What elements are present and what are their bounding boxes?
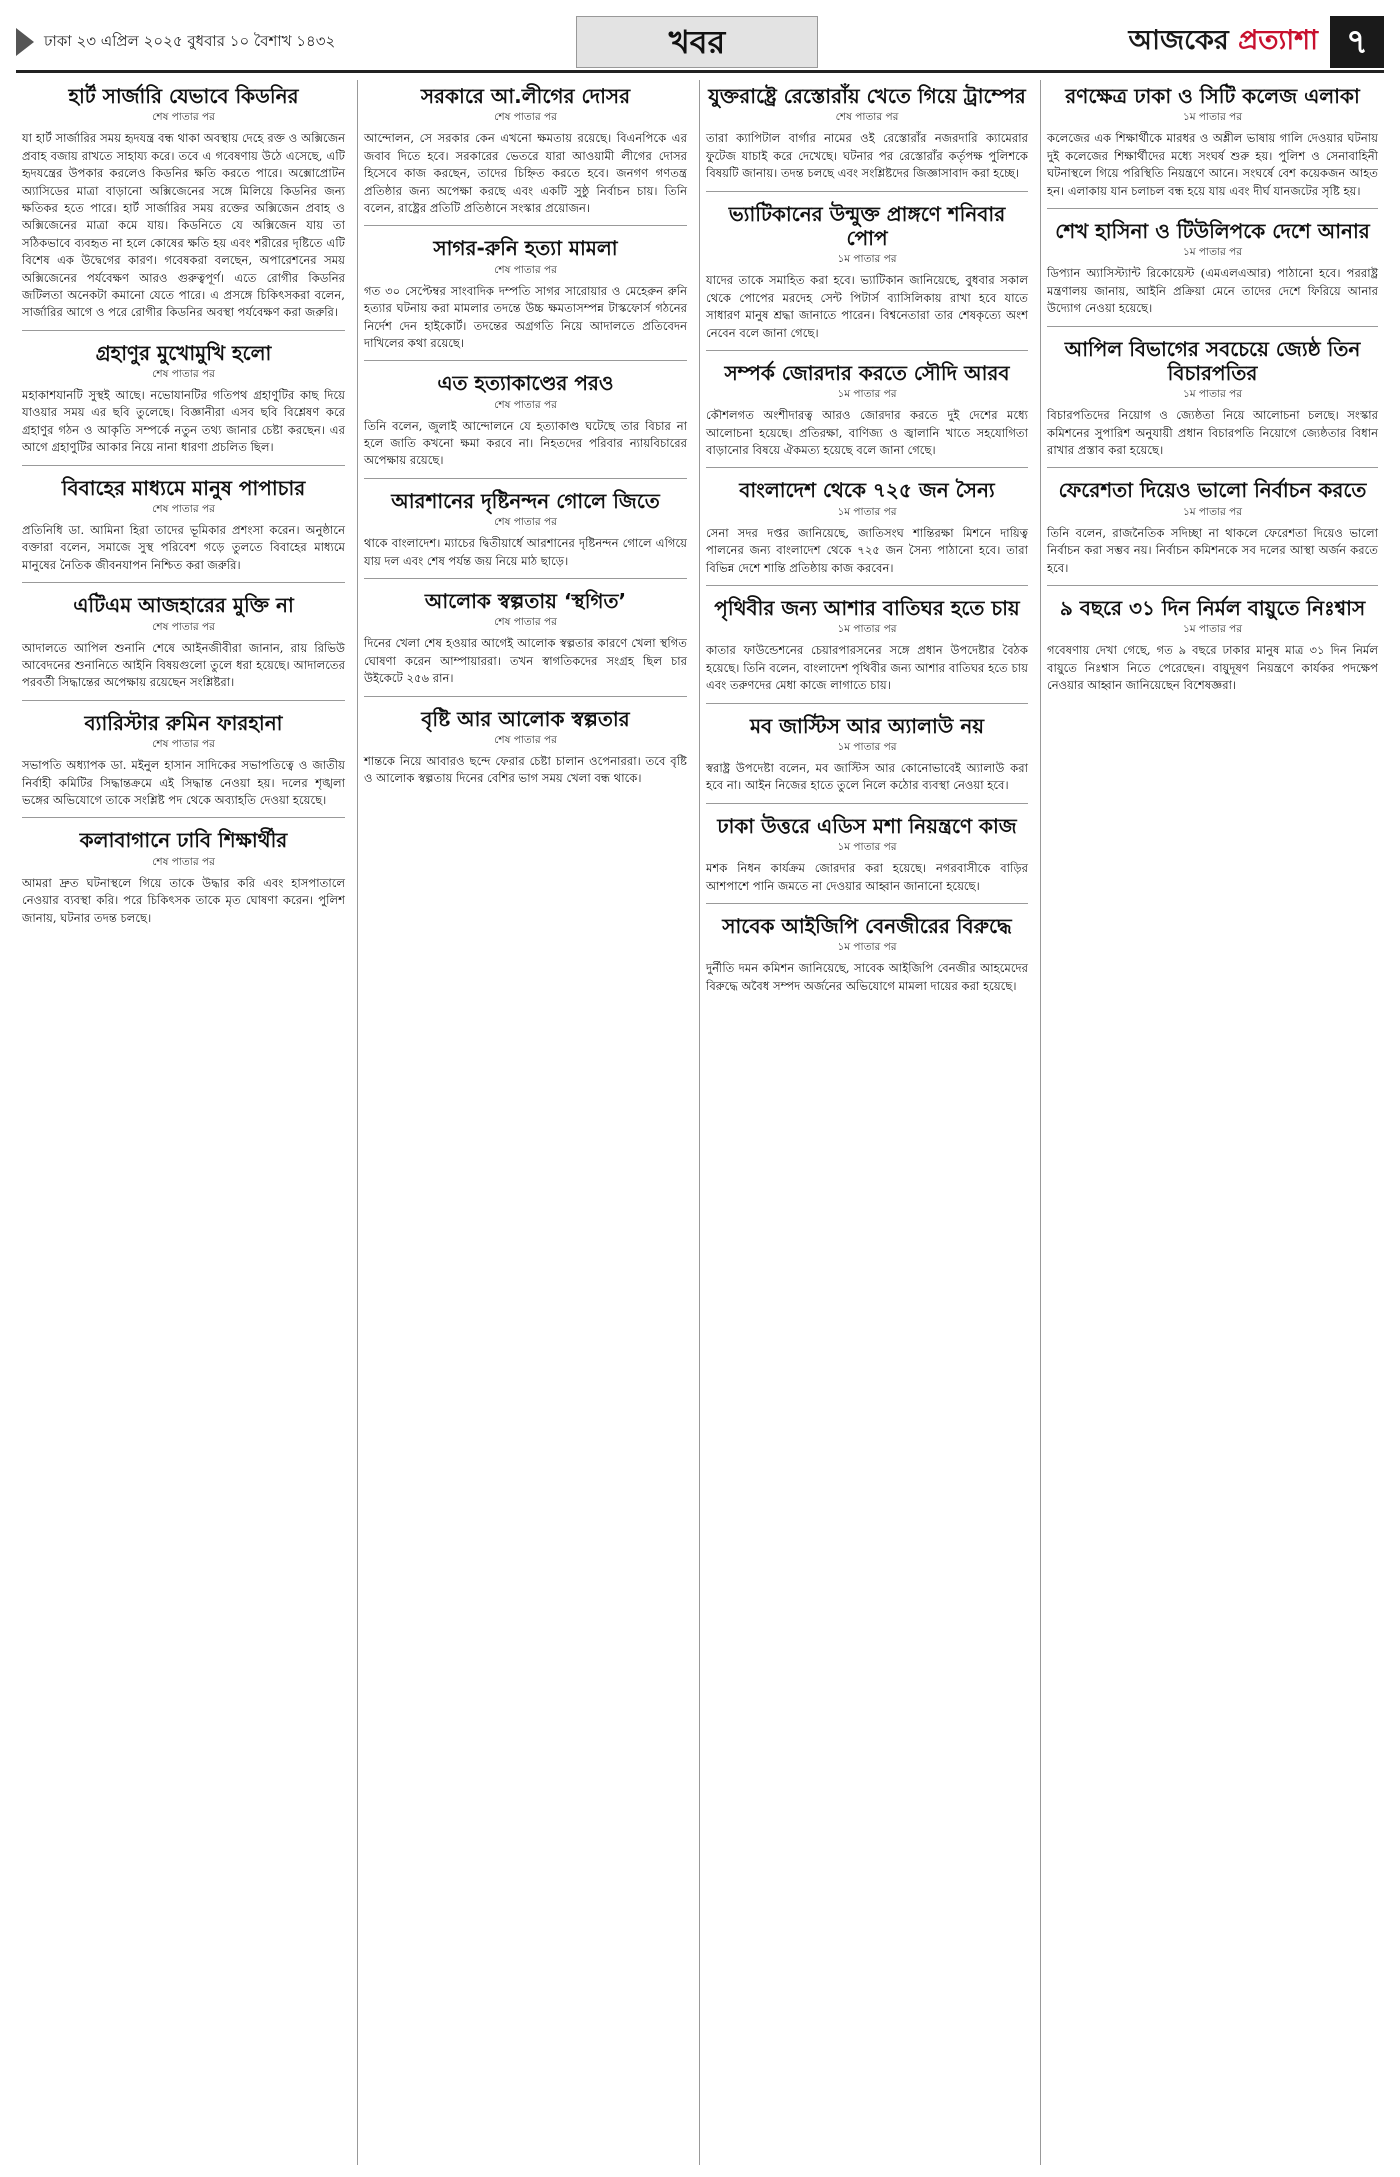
- article-headline: আরশানের দৃষ্টিনন্দন গোলে জিতে: [391, 488, 660, 513]
- article: [22, 582, 345, 692]
- article-body: দুর্নীতি দমন কমিশন জানিয়েছে, সাবেক আইজিপি বেনজীর আহমেদের বিরুদ্ধে অবৈধ সম্পদ অর্জনের অভিযোগে মামলা দায়ের করা হয়েছে।: [706, 961, 1028, 993]
- article-body: স্বরাষ্ট্র উপদেষ্টা বলেন, মব জাস্টিস আর কোনোভাবেই অ্যালাউ করা হবে না। আইন নিজের হাতে তুলে নিলে কঠোর ব্যবস্থা নেওয়া হবে।: [706, 760, 1028, 793]
- article-body: তারা ক্যাপিটাল বার্গার নামের ওই রেস্তোরাঁর নজরদারি ক্যামেরার ফুটেজ যাচাই করে দেখেছে। ঘটনার পর রেস্তোরাঁর কর্তৃপক্ষ পুলিশকে বিষয়টি জানায়। তদন্ত চলছে এবং সংশ্লিষ্টদের জিজ্ঞাসাবাদ করা হচ্ছে।: [706, 131, 1028, 181]
- article: [706, 703, 1028, 795]
- article-kicker: শেষ পাতার পর: [494, 616, 557, 629]
- article-kicker: ১ম পাতার পর: [837, 941, 897, 954]
- article-kicker: শেষ পাতার পর: [835, 111, 899, 124]
- article: [1047, 84, 1378, 200]
- article-headline: গ্রহাণুর মুখোমুখি হলো: [95, 340, 272, 365]
- article-kicker: শেষ পাতার পর: [494, 263, 557, 276]
- article-headline: আপিল বিভাগের সবচেয়ে জ্যেষ্ঠ তিন বিচারপতির: [1064, 336, 1361, 385]
- article-kicker: শেষ পাতার পর: [152, 738, 215, 751]
- article: [364, 478, 687, 570]
- article-body: তিনি বলেন, জুলাই আন্দোলনে যে হত্যাকাণ্ড ঘটেছে তার বিচার না হলে জাতি কখনো ক্ষমা করবে না। নিহতদের পরিবার ন্যায়বিচারের অপেক্ষায় রয়েছে।: [364, 418, 687, 468]
- masthead: [16, 14, 1384, 73]
- article-body: আন্দোলন, সে সরকার কেন এখনো ক্ষমতায় রয়েছে। বিএনপিকে এর জবাব দিতে হবে। সরকারের ভেতরে যারা আওয়ামী লীগের দোসর হিসেবে কাজ করছেন, তাদের চিহ্নিত করতে হবে। জনগণ গণতন্ত্র প্রতিষ্ঠার জন্য অপেক্ষা করছে এবং একটি সুষ্ঠু নির্বাচন চায়। তিনি বলেন, রাষ্ট্রের প্রতিটি প্রতিষ্ঠানে সংস্কার প্রয়োজন।: [364, 131, 687, 215]
- article-kicker: ১ম পাতার পর: [837, 253, 897, 266]
- article-headline: বিবাহের মাধ্যমে মানুষ পাপাচার: [61, 475, 306, 500]
- column-2: [357, 80, 693, 2165]
- article-headline: ব্যারিস্টার রুমিন ফারহানা: [84, 710, 283, 735]
- article-headline: ৯ বছরে ৩১ দিন নির্মল বায়ুতে নিঃশ্বাস: [1059, 596, 1366, 621]
- article-body: দিনের খেলা শেষ হওয়ার আগেই আলোক স্বল্পতার কারণে খেলা স্থগিত ঘোষণা করেন আম্পায়াররা। তখন স্বাগতিকদের সংগ্রহ ছিল চার উইকেটে ২৫৬ রান।: [364, 636, 687, 686]
- article-body: সভাপতি অধ্যাপক ডা. মইনুল হাসান সাদিকের সভাপতিত্বে ও জাতীয় নির্বাহী কমিটির সিদ্ধান্তক্রমে এই সিদ্ধান্ত নেওয়া হয়। দলের শৃঙ্খলা ভঙ্গের অভিযোগে তাকে সংশ্লিষ্ট পদ থেকে অব্যাহতি দেওয়া হয়েছে।: [22, 758, 345, 807]
- article-body: থাকে বাংলাদেশ। ম্যাচের দ্বিতীয়ার্ধে আরশানের দৃষ্টিনন্দন গোলে এগিয়ে যায় দল এবং শেষ পর্যন্ত জয় নিয়ে মাঠ ছাড়ে।: [364, 536, 687, 568]
- article-headline: যুক্তরাষ্ট্রে রেস্তোরাঁয় খেতে গিয়ে ট্রাম্পের: [708, 84, 1026, 108]
- article-headline: সাবেক আইজিপি বেনজীরের বিরুদ্ধে: [722, 913, 1012, 938]
- article-headline: সম্পর্ক জোরদার করতে সৌদি আরব: [724, 360, 1010, 385]
- article: [706, 350, 1028, 460]
- article: [22, 465, 345, 575]
- article: [364, 84, 687, 217]
- article: [22, 84, 345, 322]
- article-headline: শেখ হাসিনা ও টিউলিপকে দেশে আনার: [1055, 218, 1370, 243]
- article-kicker: শেষ পাতার পর: [494, 111, 557, 124]
- article-kicker: ১ম পাতার পর: [1182, 623, 1243, 636]
- article-body: প্রতিনিধি ডা. আমিনা হিরা তাদের ভূমিকার প্রশংসা করেন। অনুষ্ঠানে বক্তারা বলেন, সমাজে সুস্থ পরিবেশ গড়ে তুলতে বিবাহের মাধ্যমে মানুষের নৈতিক জীবনযাপন নিশ্চিত করা জরুরি।: [22, 523, 345, 572]
- article-kicker: শেষ পাতার পর: [494, 733, 557, 746]
- article-kicker: শেষ পাতার পর: [152, 111, 215, 124]
- article: [706, 585, 1028, 695]
- article-headline: রণক্ষেত্র ঢাকা ও সিটি কলেজ এলাকা: [1065, 84, 1360, 108]
- article-headline: ভ্যাটিকানের উন্মুক্ত প্রাঙ্গণে শনিবার পোপ: [728, 201, 1006, 250]
- article: [364, 578, 687, 688]
- article-headline: হার্ট সার্জারি যেভাবে কিডনির: [68, 84, 299, 108]
- article-body: মশক নিধন কার্যক্রম জোরদার করা হয়েছে। নগরবাসীকে বাড়ির আশপাশে পানি জমতে না দেওয়ার আহ্বান জানানো হয়েছে।: [706, 861, 1028, 893]
- article-kicker: ১ম পাতার পর: [837, 740, 897, 753]
- article: [364, 360, 687, 470]
- article-kicker: শেষ পাতার পর: [152, 620, 215, 633]
- article-headline: বৃষ্টি আর আলোক স্বল্পতার: [421, 706, 630, 731]
- article: [364, 696, 687, 788]
- article-body: কলেজের এক শিক্ষার্থীকে মারধর ও অশ্লীল ভাষায় গালি দেওয়ার ঘটনায় দুই কলেজের শিক্ষার্থীদের মধ্যে সংঘর্ষ শুরু হয়। পুলিশ ও সেনাবাহিনী ঘটনাস্থলে গিয়ে পরিস্থিতি নিয়ন্ত্রণে আনে। সংঘর্ষে বেশ কয়েকজন আহত হন। এলাকায় যান চলাচল বন্ধ হয়ে যায় এবং দীর্ঘ যানজটের সৃষ্টি হয়।: [1047, 131, 1378, 198]
- article-headline: এটিএম আজহারের মুক্তি না: [73, 593, 294, 618]
- article-headline: সরকারে আ.লীগের দোসর: [420, 84, 631, 108]
- article-body: শান্তকে নিয়ে আবারও ছন্দে ফেরার চেষ্টা চালান ওপেনাররা। তবে বৃষ্টি ও আলোক স্বল্পতায় দিনের বেশির ভাগ সময় খেলা বন্ধ থাকে।: [364, 753, 687, 786]
- article: [706, 903, 1028, 995]
- article-body: সেনা সদর দপ্তর জানিয়েছে, জাতিসংঘ শান্তিরক্ষা মিশনে দায়িত্ব পালনের জন্য বাংলাদেশ থেকে ৭২৫ জন সৈন্য পাঠানো হবে। তারা বিভিন্ন দেশে শান্তি প্রতিষ্ঠায় কাজ করবেন।: [706, 525, 1028, 575]
- article: [1047, 467, 1378, 577]
- article-kicker: ১ম পাতার পর: [1182, 111, 1243, 124]
- article: [1047, 208, 1378, 318]
- article-body: বিচারপতিদের নিয়োগ ও জ্যেষ্ঠতা নিয়ে আলোচনা চলছে। সংস্কার কমিশনের সুপারিশ অনুযায়ী প্রধান বিচারপতি নিয়োগে জ্যেষ্ঠতার বিধান রাখার প্রস্তাব করা হয়েছে।: [1047, 408, 1378, 458]
- article-body: আমরা দ্রুত ঘটনাস্থলে গিয়ে তাকে উদ্ধার করি এবং হাসপাতালে নেওয়ার ব্যবস্থা করি। পরে চিকিৎসক তাকে মৃত ঘোষণা করেন। পুলিশ জানায়, ঘটনার তদন্ত চলছে।: [22, 875, 345, 925]
- article-headline: আলোক স্বল্পতায় ‘স্থগিত’: [424, 589, 627, 614]
- article-kicker: ১ম পাতার পর: [1182, 246, 1243, 259]
- article-kicker: শেষ পাতার পর: [494, 398, 557, 411]
- newspaper-logo: আজকের প্রত্যাশা: [1128, 24, 1318, 56]
- article: [22, 330, 345, 457]
- date-line: ঢাকা ২৩ এপ্রিল ২০২৫ বুধবার ১০ বৈশাখ ১৪৩২: [44, 31, 336, 50]
- article-body: ডিপ্যান অ্যাসিস্ট্যান্ট রিকোয়েস্ট (এমএলএআর) পাঠানো হবে। পররাষ্ট্র মন্ত্রণালয় জানায়, আইনি প্রক্রিয়া মেনে তাদের দেশে ফিরিয়ে আনার উদ্যোগ নেওয়া হয়েছে।: [1047, 266, 1378, 316]
- column-1: [16, 80, 351, 2165]
- article-headline: মব জাস্টিস আর অ্যালাউ নয়: [749, 713, 985, 738]
- article: [22, 700, 345, 810]
- article-body: মহাকাশযানটি সুস্থই আছে। নভোযানটির গতিপথ গ্রহাণুটির কাছ দিয়ে যাওয়ার সময় এর ছবি তুলেছে। বিজ্ঞানীরা এসব ছবি বিশ্লেষণ করে গ্রহাণুর গঠন ও আকৃতি সম্পর্কে নতুন তথ্য জানার চেষ্টা করছেন। এর আগে গ্রহাণুটির আকার নিয়ে নানা ধারণা প্রচলিত ছিল।: [22, 388, 345, 455]
- article-kicker: ১ম পাতার পর: [837, 505, 897, 518]
- article-body: কৌশলগত অংশীদারত্ব আরও জোরদার করতে দুই দেশের মধ্যে আলোচনা হয়েছে। প্রতিরক্ষা, বাণিজ্য ও জ্বালানি খাতে সহযোগিতা বাড়ানোর বিষয়ে ঐকমত্য হয়েছে বলে জানা গেছে।: [706, 408, 1028, 458]
- article: [1047, 326, 1378, 460]
- article-kicker: ১ম পাতার পর: [1182, 505, 1243, 518]
- article-headline: বাংলাদেশ থেকে ৭২৫ জন সৈন্য: [739, 478, 995, 503]
- article-headline: ঢাকা উত্তরে এডিস মশা নিয়ন্ত্রণে কাজ: [717, 813, 1017, 838]
- article: [706, 467, 1028, 577]
- article-headline: পৃথিবীর জন্য আশার বাতিঘর হতে চায়: [714, 596, 1020, 621]
- article-kicker: ১ম পাতার পর: [1182, 388, 1243, 401]
- article-kicker: ১ম পাতার পর: [837, 841, 897, 854]
- article-headline: ফেরেশতা দিয়েও ভালো নির্বাচন করতে: [1058, 478, 1367, 503]
- article-body: গবেষণায় দেখা গেছে, গত ৯ বছরে ঢাকার মানুষ মাত্র ৩১ দিন নির্মল বায়ুতে নিঃশ্বাস নিতে পেরেছেন। বায়ুদূষণ নিয়ন্ত্রণে কার্যকর পদক্ষেপ নেওয়ার আহ্বান জানিয়েছেন বিশেষজ্ঞরা।: [1047, 643, 1378, 693]
- section-title: খবর: [576, 16, 818, 68]
- article-kicker: ১ম পাতার পর: [837, 623, 897, 636]
- article-headline: সাগর-রুনি হত্যা মামলা: [433, 236, 618, 261]
- article: [706, 191, 1028, 342]
- article-headline: এত হত্যাকাণ্ডের পরও: [437, 371, 614, 396]
- article-body: তিনি বলেন, রাজনৈতিক সদিচ্ছা না থাকলে ফেরেশতা দিয়েও ভালো নির্বাচন করা সম্ভব নয়। নির্বাচন কমিশনকে সব দলের আস্থা অর্জন করতে হবে।: [1047, 525, 1378, 575]
- article-kicker: শেষ পাতার পর: [152, 855, 215, 868]
- article: [22, 817, 345, 927]
- article-kicker: শেষ পাতার পর: [152, 368, 215, 381]
- article-kicker: শেষ পাতার পর: [152, 503, 215, 516]
- article-kicker: শেষ পাতার পর: [494, 516, 557, 529]
- article-kicker: ১ম পাতার পর: [837, 388, 897, 401]
- article-headline: কলাবাগানে ঢাবি শিক্ষার্থীর: [79, 828, 288, 853]
- article: [706, 84, 1028, 183]
- column-4: [1040, 80, 1384, 2165]
- article-body: যা হার্ট সার্জারির সময় হৃদযন্ত্র বন্ধ থাকা অবস্থায় দেহে রক্ত ও অক্সিজেন প্রবাহ বজায় রাখতে সাহায্য করে। তবে এ গবেষণায় উঠে এসেছে, এটি হৃদযন্ত্রের উপকার করলেও কিডনির ক্ষতি করতে পারে। অক্সোপ্রোটন অ্যাসিডের মাত্রা বাড়ানো অক্সিজেনের সঙ্গে মিলিয়ে কিডনির জন্য ক্ষতিকর হতে পারে। হার্ট সার্জারির সময় রক্তের অক্সিজেন প্রবাহ ও অক্সিজেনের মাত্রা কমে যায়। কিডনিতে যে অক্সিজেন যায় তা সঠিকভাবে ব্যবহৃত না হলে কোষের ক্ষতি হয় এবং শরীরের দৃষ্টিতে এটি বিশেষ এক উদ্বেগের কারণ। গবেষকরা বলছেন, অপারেশনের সময় অক্সিজেনের পর্যবেক্ষণ আরও গুরুত্বপূর্ণ। এতে রোগীর কিডনির জটিলতা অনেকটা কমানো যেতে পারে। এ প্রসঙ্গে চিকিৎসকরা বলেন, সার্জারির আগে ও পরে রোগীর কিডনির অবস্থা পর্যবেক্ষণ করা জরুরি।: [22, 131, 345, 320]
- article-body: গত ৩০ সেপ্টেম্বর সাংবাদিক দম্পতি সাগর সারোয়ার ও মেহেরুন রুনি হত্যার ঘটনায় করা মামলার তদন্তে উচ্চ ক্ষমতাসম্পন্ন টাস্কফোর্স গঠনের নির্দেশ দেন হাইকোর্ট। তদন্তের অগ্রগতি নিয়ে আদালতে প্রতিবেদন দাখিলের কথা রয়েছে।: [364, 283, 687, 350]
- article-body: যাদের তাকে সমাহিত করা হবে। ভ্যাটিকান জানিয়েছে, বুধবার সকাল থেকে পোপের মরদেহ সেন্ট পিটার্স ব্যাসিলিকায় রাখা হবে যাতে সাধারণ মানুষ শ্রদ্ধা জানাতে পারেন। বিশ্বনেতারা তার শেষকৃত্যে অংশ নেবেন বলে জানা গেছে।: [706, 273, 1028, 340]
- article-body: আদালতে আপিল শুনানি শেষে আইনজীবীরা জানান, রায় রিভিউ আবেদনের শুনানিতে আইনি বিষয়গুলো তুলে ধরা হয়েছে। আদালতের পরবর্তী সিদ্ধান্তের অপেক্ষায় রয়েছেন সংশ্লিষ্টরা।: [22, 640, 345, 690]
- article: [1047, 585, 1378, 695]
- column-3: [699, 80, 1034, 2165]
- article-body: কাতার ফাউন্ডেশনের চেয়ারপারসনের সঙ্গে প্রধান উপদেষ্টার বৈঠক হয়েছে। তিনি বলেন, বাংলাদেশ পৃথিবীর জন্য আশার বাতিঘর হতে চায় এবং তরুণদের মেধা কাজে লাগাতে চায়।: [706, 643, 1028, 693]
- article: [706, 803, 1028, 895]
- page-number: ৭: [1330, 16, 1384, 68]
- page-arrow-icon: [16, 28, 34, 56]
- article: [364, 225, 687, 352]
